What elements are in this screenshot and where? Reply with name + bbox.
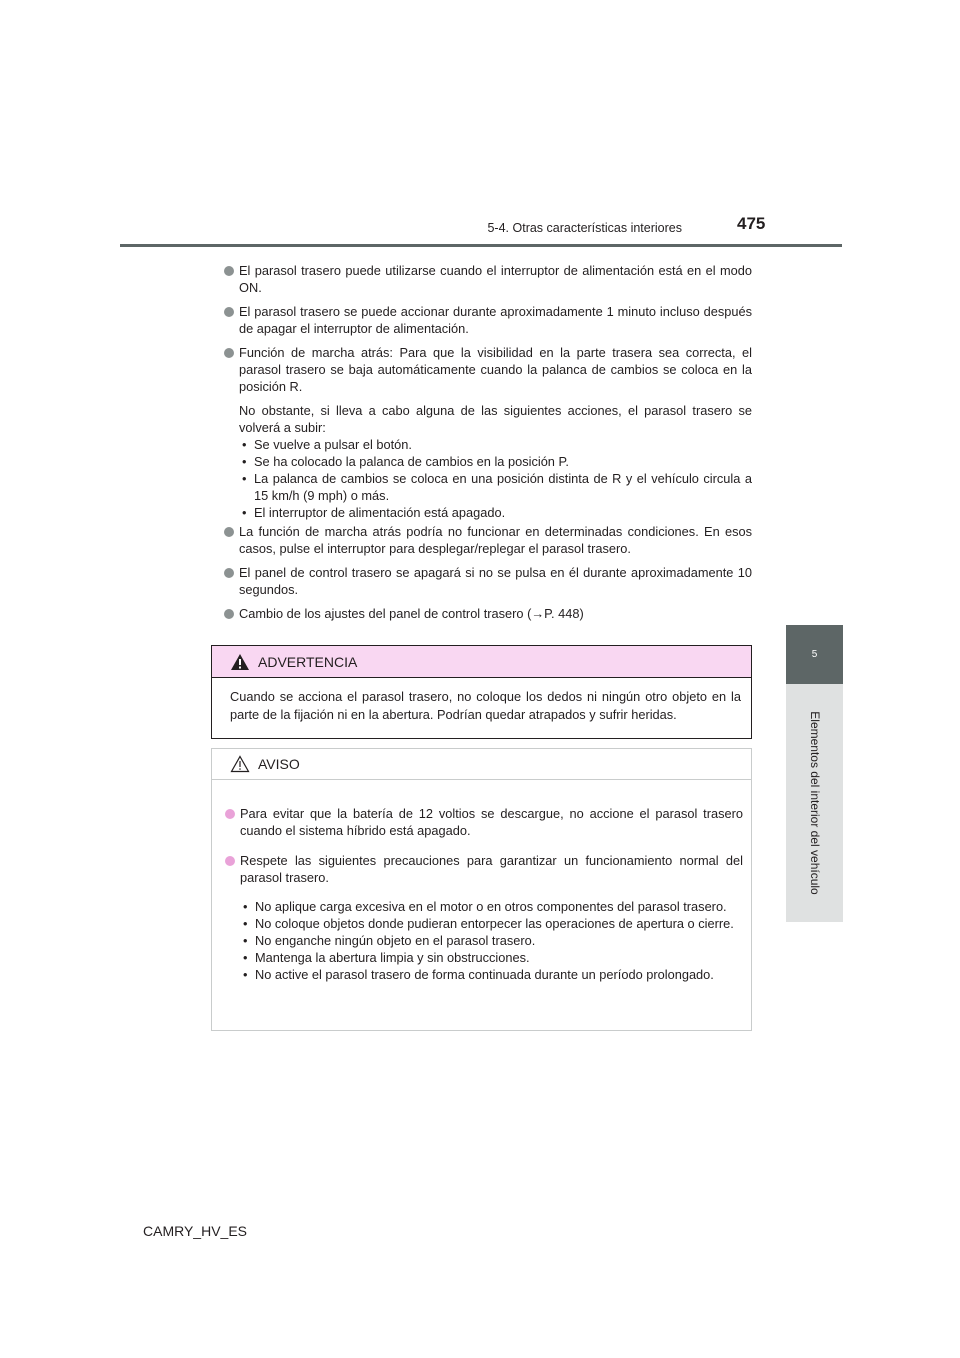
sub-item-text: No aplique carga excesiva en el motor o en otros componentes del parasol trasero.: [255, 899, 727, 915]
notice-box-title: AVISO: [258, 756, 300, 772]
bullet-icon: [224, 609, 234, 619]
bullet-icon: [224, 266, 234, 276]
sub-list-item: [225, 898, 743, 915]
notice-box-body: [212, 780, 751, 983]
notice-item-text: Para evitar que la batería de 12 voltios se descargue, no accione el parasol trasero cuando el sistema híbrido está apagado.: [240, 805, 743, 838]
sub-list: [224, 436, 752, 521]
list-item: [224, 262, 752, 296]
sub-list-item: [224, 504, 752, 521]
bullet-icon: [224, 348, 234, 358]
header-section-title: 5-4. Otras características interiores: [487, 221, 682, 235]
caution-triangle-outline-icon: [230, 755, 250, 773]
sub-item-text: La palanca de cambios se coloca en una posición distinta de R y el vehículo circula a 15 km/h (9 mph) o más.: [254, 471, 752, 503]
footer-code: CAMRY_HV_ES: [143, 1223, 248, 1239]
header-rule: [120, 244, 842, 247]
chapter-title: Elementos del interior del vehículo: [807, 711, 822, 895]
bullet-icon: [225, 856, 235, 866]
sub-bullet-icon: •: [242, 471, 247, 486]
sub-bullet-icon: •: [242, 437, 247, 452]
sub-bullet-icon: •: [242, 454, 247, 469]
item-text: Función de marcha atrás: Para que la visibilidad en la parte trasera sea correcta, el parasol trasero se baja automáticamente cuando la palanca de cambios se coloca en la posición R.: [239, 345, 752, 394]
notice-box: [211, 748, 752, 1031]
page-number: 475: [737, 214, 766, 233]
notice-item-text: Respete las siguientes precauciones para garantizar un funcionamiento normal del parasol trasero.: [240, 852, 743, 885]
item-text: El parasol trasero se puede accionar durante aproximadamente 1 minuto incluso después de apagar el interruptor de alimentación.: [239, 304, 752, 336]
chapter-number: 5: [811, 649, 818, 660]
sub-bullet-icon: •: [242, 505, 247, 520]
item-text: El parasol trasero puede utilizarse cuando el interruptor de alimentación está en el modo ON.: [239, 263, 752, 295]
list-item: [224, 523, 752, 557]
warning-box: [211, 645, 752, 739]
chapter-tab-title: [786, 684, 843, 922]
item-text: Cambio de los ajustes del panel de control trasero (→P. 448): [239, 606, 584, 621]
sub-item-text: Se ha colocado la palanca de cambios en la posición P.: [254, 454, 569, 469]
item-text: El panel de control trasero se apagará si no se pulsa en él durante aproximadamente 10 segundos.: [239, 565, 752, 597]
list-item: [224, 605, 752, 622]
sub-bullet-icon: •: [243, 933, 248, 949]
bullet-icon: [224, 568, 234, 578]
warning-box-title: ADVERTENCIA: [258, 653, 358, 670]
bullet-icon: [224, 527, 234, 537]
sub-item-text: No active el parasol trasero de forma continuada durante un período prolongado.: [255, 967, 714, 983]
warning-triangle-icon: [230, 653, 250, 671]
sub-item-text: Se vuelve a pulsar el botón.: [254, 437, 412, 452]
sub-list-item: [224, 470, 752, 504]
sub-list-item: [225, 966, 743, 983]
item-text: La función de marcha atrás podría no funcionar en determinadas condiciones. En esos casos, pulse el interruptor para desplegar/replegar el parasol trasero.: [239, 524, 752, 556]
sub-bullet-icon: •: [243, 950, 248, 966]
sub-item-text: No enganche ningún objeto en el parasol trasero.: [255, 933, 536, 949]
sub-list-item: [224, 453, 752, 470]
sub-bullet-icon: •: [243, 967, 248, 983]
sub-item-text: Mantenga la abertura limpia y sin obstrucciones.: [255, 950, 530, 966]
warning-box-body: Cuando se acciona el parasol trasero, no coloque los dedos ni ningún otro objeto en la parte de la fijación ni en la abertura. Podrían quedar atrapados y sufrir heridas.: [230, 689, 741, 722]
item-note: No obstante, si lleva a cabo alguna de las siguientes acciones, el parasol trasero se volverá a subir:: [239, 403, 752, 435]
warning-box-header: [212, 646, 751, 678]
notice-box-header: [212, 749, 751, 780]
main-content: [224, 262, 752, 629]
bullet-icon: [225, 809, 235, 819]
notice-item: [225, 852, 743, 886]
sub-list-item: [225, 915, 743, 932]
notice-item: [225, 805, 743, 839]
bullet-icon: [224, 307, 234, 317]
chapter-tab-number: [786, 625, 843, 684]
sub-bullet-icon: •: [243, 916, 248, 932]
sub-item-text: El interruptor de alimentación está apagado.: [254, 505, 506, 520]
sub-list-item: [225, 932, 743, 949]
sub-bullet-icon: •: [243, 899, 248, 915]
list-item: [224, 564, 752, 598]
notice-sub-list: [225, 898, 743, 983]
list-item: [224, 344, 752, 395]
sub-list-item: [224, 436, 752, 453]
sub-list-item: [225, 949, 743, 966]
list-item: [224, 303, 752, 337]
sub-item-text: No coloque objetos donde pudieran entorpecer las operaciones de apertura o cierre.: [255, 916, 734, 932]
